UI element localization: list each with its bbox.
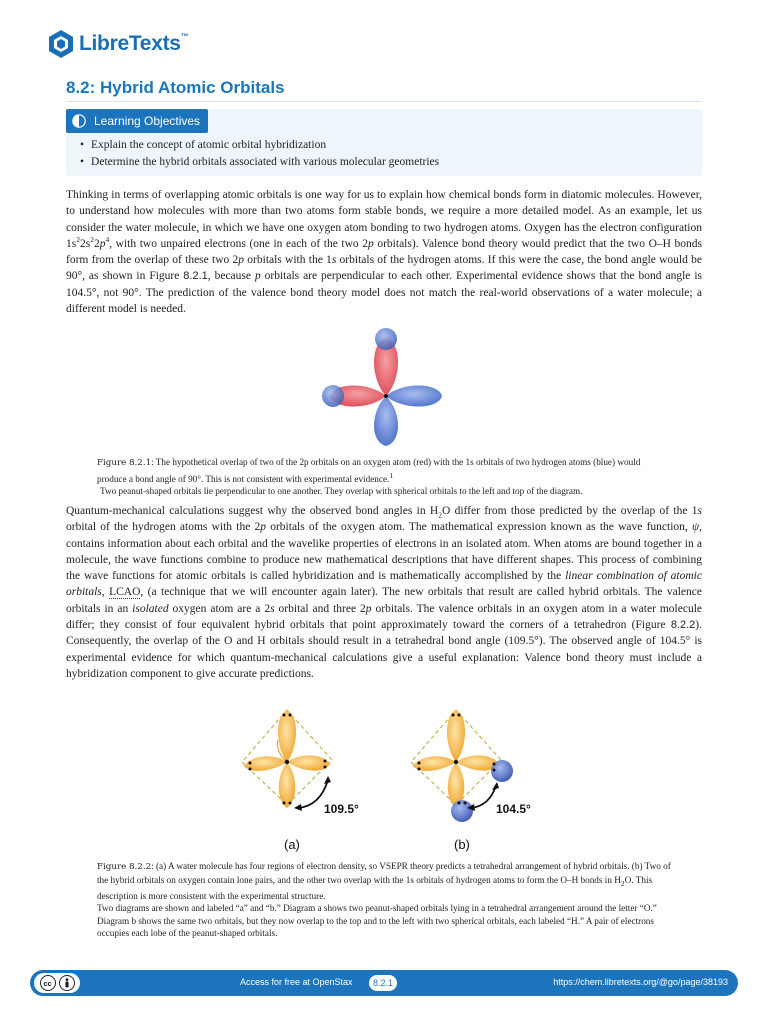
oxygen-p-lobe-right bbox=[386, 386, 442, 407]
learning-objectives-header bbox=[66, 109, 208, 133]
figure-8-2-2-hybrid-orbitals bbox=[232, 700, 532, 855]
paragraph-intro: Thinking in terms of overlapping atomic orbitals is one way for us to explain how chemical bonds form in diatomic molecules. However, to understand how molecules with more than two atoms form stable bonds, we require a more detailed model. As an example, let us consider the water molecule, in which we have one oxygen atom bonding to two hydrogen atoms. Oxygen has the electron configuration $1s^22s^22p^4$, with two unpaired electrons (one in each of the two 2p orbitals). Valence bond theory would predict that the two O–H bonds form from the overlap of these two 2p orbitals with the 1s orbitals of the hydrogen atoms. If this were the case, the bond angle would be 90°, as shown in Figure 8.2.1, because p orbitals are perpendicular to each other. Experimental evidence shows that the bond angle is 104.5°, not 90°. The prediction of the valence bond theory model does not match the real-world observations of a water molecule; a different model is needed. bbox=[66, 189, 702, 316]
title-divider bbox=[66, 101, 702, 102]
libretexts-hexagon-icon bbox=[46, 29, 76, 59]
cc-icon: cc bbox=[40, 975, 56, 991]
objective-item: • Explain the concept of atomic orbital hybridization bbox=[80, 137, 439, 154]
figure-ref-link[interactable]: 8.2.1 bbox=[183, 270, 208, 283]
figure-ref-link[interactable]: 8.2.2 bbox=[670, 619, 696, 632]
learning-objectives-box bbox=[66, 109, 702, 176]
figure-2-alt-text: Two diagrams are shown and labeled “a” and “b.” Diagram a shows two peanut-shaped orbitals lying in a tetrahedral arrangement around the letter “O.” Diagram b shows the same two orbitals, but they now overlap to the top and to the left with two spherical orbitals, each labeled “H.” A pair of electrons occupies each lobe of the peanut-shaped orbitals. bbox=[97, 903, 657, 939]
lcao-abbreviation[interactable]: LCAO bbox=[109, 586, 141, 599]
panel-a-diagram bbox=[242, 710, 332, 811]
figure-1-label: Figure 8.2.1 bbox=[97, 458, 152, 468]
angle-label-a: 109.5° bbox=[324, 802, 359, 816]
oxygen-p-lobe-bottom bbox=[374, 396, 398, 446]
figure-8-2-1-orbital-overlap bbox=[318, 324, 448, 450]
objective-item: • Determine the hybrid orbitals associated with various molecular geometries bbox=[80, 154, 439, 171]
nucleus-dot bbox=[384, 394, 388, 398]
panel-label-b: (b) bbox=[454, 837, 470, 852]
attribution-icon bbox=[59, 975, 75, 991]
hydrogen-sphere-bottom bbox=[451, 800, 473, 822]
figure-2-label: Figure 8.2.2 bbox=[97, 862, 152, 872]
brand-name: LibreTexts™ bbox=[79, 32, 189, 55]
angle-label-b: 104.5° bbox=[496, 802, 531, 816]
panel-label-a: (a) bbox=[284, 837, 300, 852]
page-footer bbox=[30, 970, 738, 996]
learning-objectives-title: Learning Objectives bbox=[94, 114, 201, 128]
objectives-list bbox=[80, 137, 439, 171]
half-circle-icon bbox=[72, 114, 86, 128]
figure-1-caption: Figure 8.2.1: The hypothetical overlap of two of the 2p orbitals on an oxygen atom (red) with the 1s orbitals of two hydrogen atoms (blue) would produce a bond angle of 90°. This is not consistent with experimental evidence.$^1$ bbox=[97, 457, 641, 484]
figure-1-alt-text: Two peanut-shaped orbitals lie perpendicular to one another. They overlap with spherical orbitals to the left and top of the diagram. bbox=[100, 486, 583, 496]
page-title: 8.2: Hybrid Atomic Orbitals bbox=[66, 78, 285, 97]
libretexts-logo[interactable] bbox=[46, 26, 188, 62]
hydrogen-1s-top bbox=[375, 328, 397, 350]
figure-2-caption: Figure 8.2.2: (a) A water molecule has four regions of electron density, so VSEPR theory predicts a tetrahedral arrangement of hybrid orbitals. (b) Two of the hybrid orbitals on oxygen contain lone pairs, and the other two overlap with the 1s orbitals of hydrogen atoms to form the O–H bonds in $H_2O$. This description is more consistent with the experimental structure. bbox=[97, 861, 671, 902]
page-number-badge: 8.2.1 bbox=[369, 975, 397, 991]
openstax-access-link[interactable]: Access for free at OpenStax bbox=[240, 977, 353, 987]
hydrogen-1s-left bbox=[322, 385, 344, 407]
creative-commons-badge[interactable] bbox=[34, 973, 80, 993]
page-url-link[interactable]: https://chem.libretexts.org/@go/page/38193 bbox=[553, 977, 728, 987]
paragraph-hybridization: Quantum-mechanical calculations suggest why the observed bond angles in $H_2O$ differ from those predicted by the overlap of the 1s orbital of the hydrogen atoms with the 2p orbitals of the oxygen atom. The mathematical expression known as the wave function, ψ, contains information about each orbital and the wavelike properties of electrons in an isolated atom. When atoms are bound together in a molecule, the wave functions combine to produce new mathematical descriptions that have different shapes. This process of combining the wave functions for atomic orbitals is called hybridization and is mathematically accomplished by the linear combination of atomic orbitals, LCAO, (a technique that we will encounter again later). The new orbitals that result are called hybrid orbitals. The valence orbitals in an isolated oxygen atom are a 2s orbital and three 2p orbitals. The valence orbitals in an oxygen atom in a water molecule differ; they consist of four equivalent hybrid orbitals that point approximately toward the corners of a tetrahedron (Figure 8.2.2). Consequently, the overlap of the O and H orbitals should result in a tetrahedral bond angle (109.5°). The observed angle of 104.5° is experimental evidence for which quantum-mechanical calculations give a useful explanation: Valence bond theory must include a hybridization component to give accurate predictions. bbox=[66, 505, 703, 680]
